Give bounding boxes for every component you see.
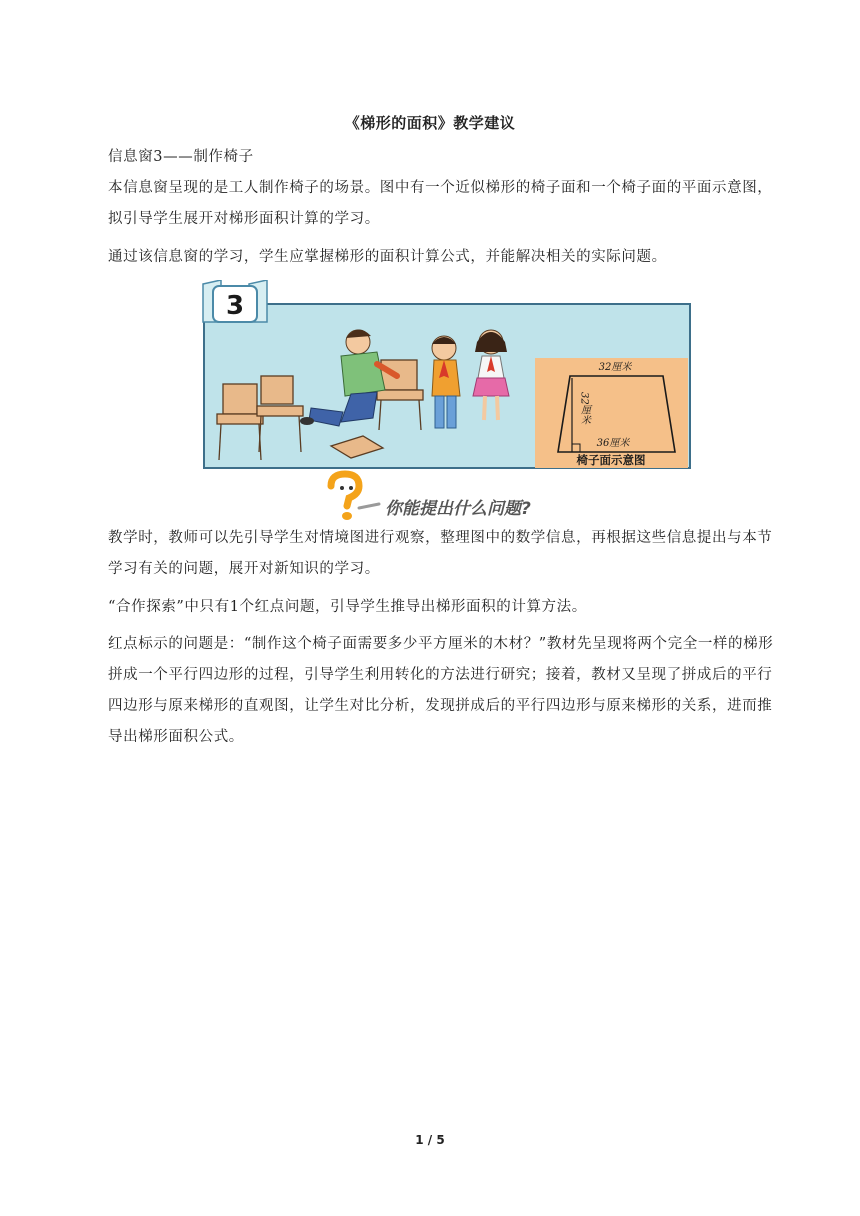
paragraph-2-text: 通过该信息窗的学习，学生应掌握梯形的面积计算公式，并能解决相关的实际问题。 bbox=[108, 249, 667, 265]
paragraph-3 bbox=[80, 523, 782, 585]
paragraph-4-text: “合作探索”中只有1个红点问题，引导学生推导出梯形面积的计算方法。 bbox=[108, 599, 587, 615]
paragraph-3-text: 教学时，教师可以先引导学生对情境图进行观察，整理图中的数学信息，再根据这些信息提出与本节学习有关的问题，展开对新知识的学习。 bbox=[108, 530, 773, 577]
bottom-base-label: 36厘米 bbox=[596, 438, 630, 449]
paragraph-1 bbox=[80, 173, 782, 235]
top-base-label: 32厘米 bbox=[598, 362, 632, 373]
diagram-caption: 椅子面示意图 bbox=[576, 453, 646, 467]
paragraph-2 bbox=[80, 242, 782, 273]
question-mark-icon bbox=[331, 474, 379, 520]
height-label: 32厘米 bbox=[578, 392, 590, 425]
scene-illustration bbox=[201, 280, 691, 524]
section-heading: 信息窗3——制作椅子 bbox=[108, 149, 254, 165]
question-prompt: 你能提出什么问题? bbox=[385, 499, 531, 519]
paragraph-5 bbox=[80, 629, 782, 753]
paragraph-4 bbox=[80, 592, 782, 623]
document-title: 《梯形的面积》教学建议 bbox=[344, 114, 516, 132]
page-number: 1 / 5 bbox=[415, 1133, 445, 1147]
paragraph-1-text: 本信息窗呈现的是工人制作椅子的场景。图中有一个近似梯形的椅子面和一个椅子面的平面示意图，拟引导学生展开对梯形面积计算的学习。 bbox=[108, 180, 773, 227]
window-number: 3 bbox=[225, 291, 245, 321]
paragraph-5-text: 红点标示的问题是：“制作这个椅子面需要多少平方厘米的木材？”教材先呈现将两个完全一样的梯形拼成一个平行四边形的过程，引导学生利用转化的方法进行研究；接着，教材又呈现了拼成后的平行四边形与原来梯形的直观图，让学生对比分析，发现拼成后的平行四边形与原来梯形的关系，进而推导出梯形面积公式。 bbox=[108, 636, 774, 745]
